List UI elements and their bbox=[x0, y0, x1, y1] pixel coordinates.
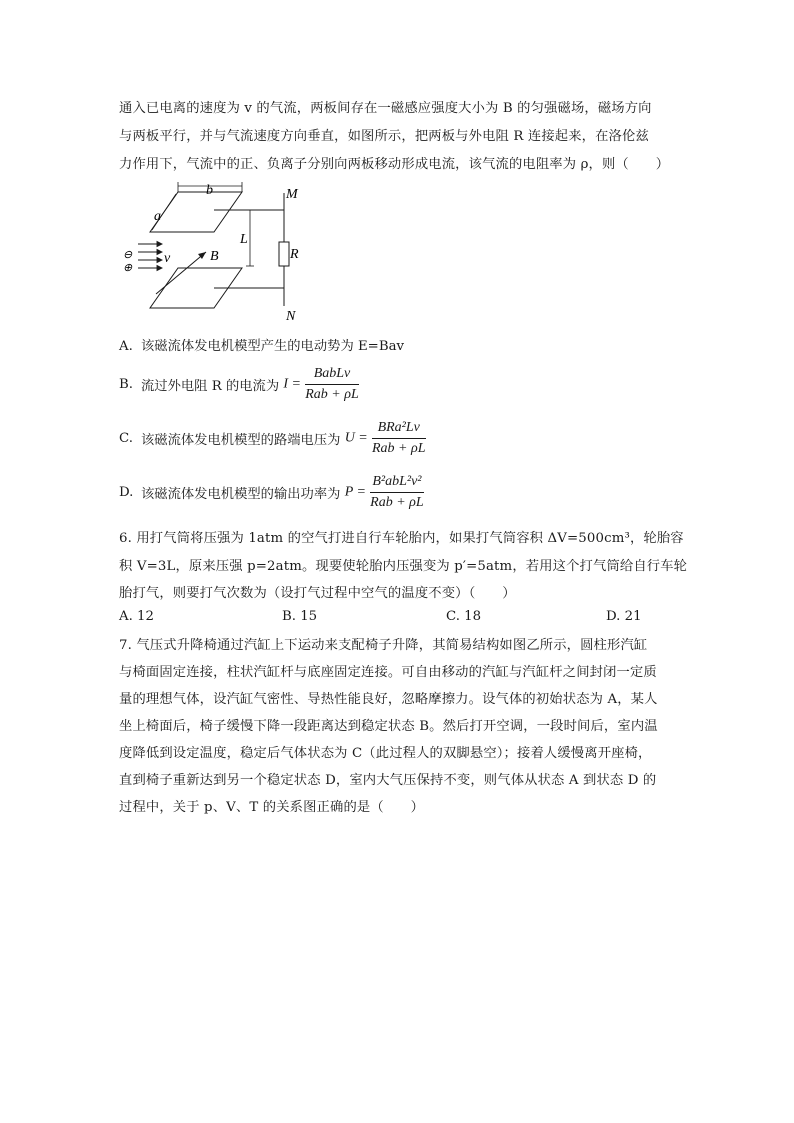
resistor-R bbox=[279, 242, 289, 266]
q6-stem-line-2: 积 V=3L，原来压强 p=2atm。现要使轮胎内压强变为 p′=5atm，若用这个打气筒给自行车轮 bbox=[119, 559, 688, 574]
positive-ion-icon: ⊕ bbox=[123, 262, 133, 274]
label-N: N bbox=[286, 309, 296, 322]
q7-stem-line-4: 坐上椅面后，椅子缓慢下降一段距离达到稳定状态 B。然后打开空调，一段时间后，室内温 bbox=[119, 719, 658, 734]
q7-stem-line-2: 与椅面固定连接，柱状汽缸杆与底座固定连接。可自由移动的汽缸与汽缸杆之间封闭一定质 bbox=[119, 665, 657, 680]
q5-stem-line-1: 通入已电离的速度为 v 的气流，两板间存在一磁感应强度大小为 B 的匀强磁场，磁场方向 bbox=[119, 101, 652, 116]
label-L: L bbox=[240, 232, 248, 247]
label-b: b bbox=[206, 183, 213, 198]
formula-lhs: P = bbox=[344, 484, 366, 500]
q6-choice-d[interactable]: D. 21 bbox=[606, 609, 642, 624]
q5-option-c[interactable]: C. 该磁流体发电机模型的路端电压为 U = $\frac{\text{BRa²Lv}}{\text{Rab + ρL}}$ bbox=[119, 420, 426, 456]
q5-stem-line-3: 力作用下，气流中的正、负离子分别向两板移动形成电流，该气流的电阻率为 ρ，则（ ） bbox=[119, 157, 670, 172]
q7-stem-line-5: 度降低到设定温度，稳定后气体状态为 C（此过程人的双脚悬空）；接着人缓慢离开座椅， bbox=[119, 746, 652, 761]
current-formula: $\frac{\text{BabLv}}{\text{Rab + ρL}}$ bbox=[305, 366, 359, 402]
q6-choice-a[interactable]: A. 12 bbox=[119, 609, 154, 624]
label-M: M bbox=[286, 187, 298, 202]
q7-stem-line-6: 直到椅子重新达到另一个稳定状态 D，室内大气压保持不变，则气体从状态 A 到状态 D 的 bbox=[119, 773, 657, 788]
voltage-formula: $\frac{\text{BRa²Lv}}{\text{Rab + ρL}}$ bbox=[371, 420, 426, 456]
formula-lhs: U = bbox=[344, 430, 368, 446]
power-formula: $\frac{\text{B²abL²v²}}{\text{Rab + ρL}}$ bbox=[370, 474, 424, 510]
q5-option-a[interactable]: A. 该磁流体发电机模型产生的电动势为 E=Bav bbox=[119, 339, 405, 354]
label-v: v bbox=[164, 251, 171, 266]
q5-stem-line-2: 与两板平行，并与气流速度方向垂直，如图所示，把两板与外电阻 R 连接起来，在洛伦兹 bbox=[119, 129, 649, 144]
q5-option-d[interactable]: D. 该磁流体发电机模型的输出功率为 P = $\frac{\text{B²abL²v²}}{\text{Rab + ρL}}$ bbox=[119, 474, 424, 510]
label-B: B bbox=[210, 249, 219, 264]
q7-stem-line-7: 过程中，关于 p、V、T 的关系图正确的是（ ） bbox=[119, 800, 425, 815]
q7-stem-line-3: 量的理想气体，设汽缸气密性、导热性能良好，忽略摩擦力。设气体的初始状态为 A，某人 bbox=[119, 692, 658, 707]
negative-ion-icon: ⊖ bbox=[123, 249, 133, 261]
q6-choice-c[interactable]: C. 18 bbox=[446, 609, 482, 624]
q6-stem-line-3: 胎打气，则要打气次数为（设打气过程中空气的温度不变）（ ） bbox=[119, 586, 516, 601]
q7-stem-line-1: 7. 气压式升降椅通过汽缸上下运动来支配椅子升降，其简易结构如图乙所示，圆柱形汽缸 bbox=[119, 638, 648, 653]
formula-lhs: I = bbox=[283, 376, 301, 392]
mhd-generator-figure bbox=[118, 180, 318, 322]
label-a: a bbox=[154, 209, 161, 224]
label-R: R bbox=[290, 247, 299, 262]
q6-choice-b[interactable]: B. 15 bbox=[282, 609, 318, 624]
q5-option-b[interactable]: B. 流过外电阻 R 的电流为 I = $\frac{\text{BabLv}}{\text{Rab + ρL}}$ bbox=[119, 366, 359, 402]
q6-stem-line-1: 6. 用打气筒将压强为 1atm 的空气打进自行车轮胎内，如果打气筒容积 ΔV=500cm³，轮胎容 bbox=[119, 531, 684, 546]
